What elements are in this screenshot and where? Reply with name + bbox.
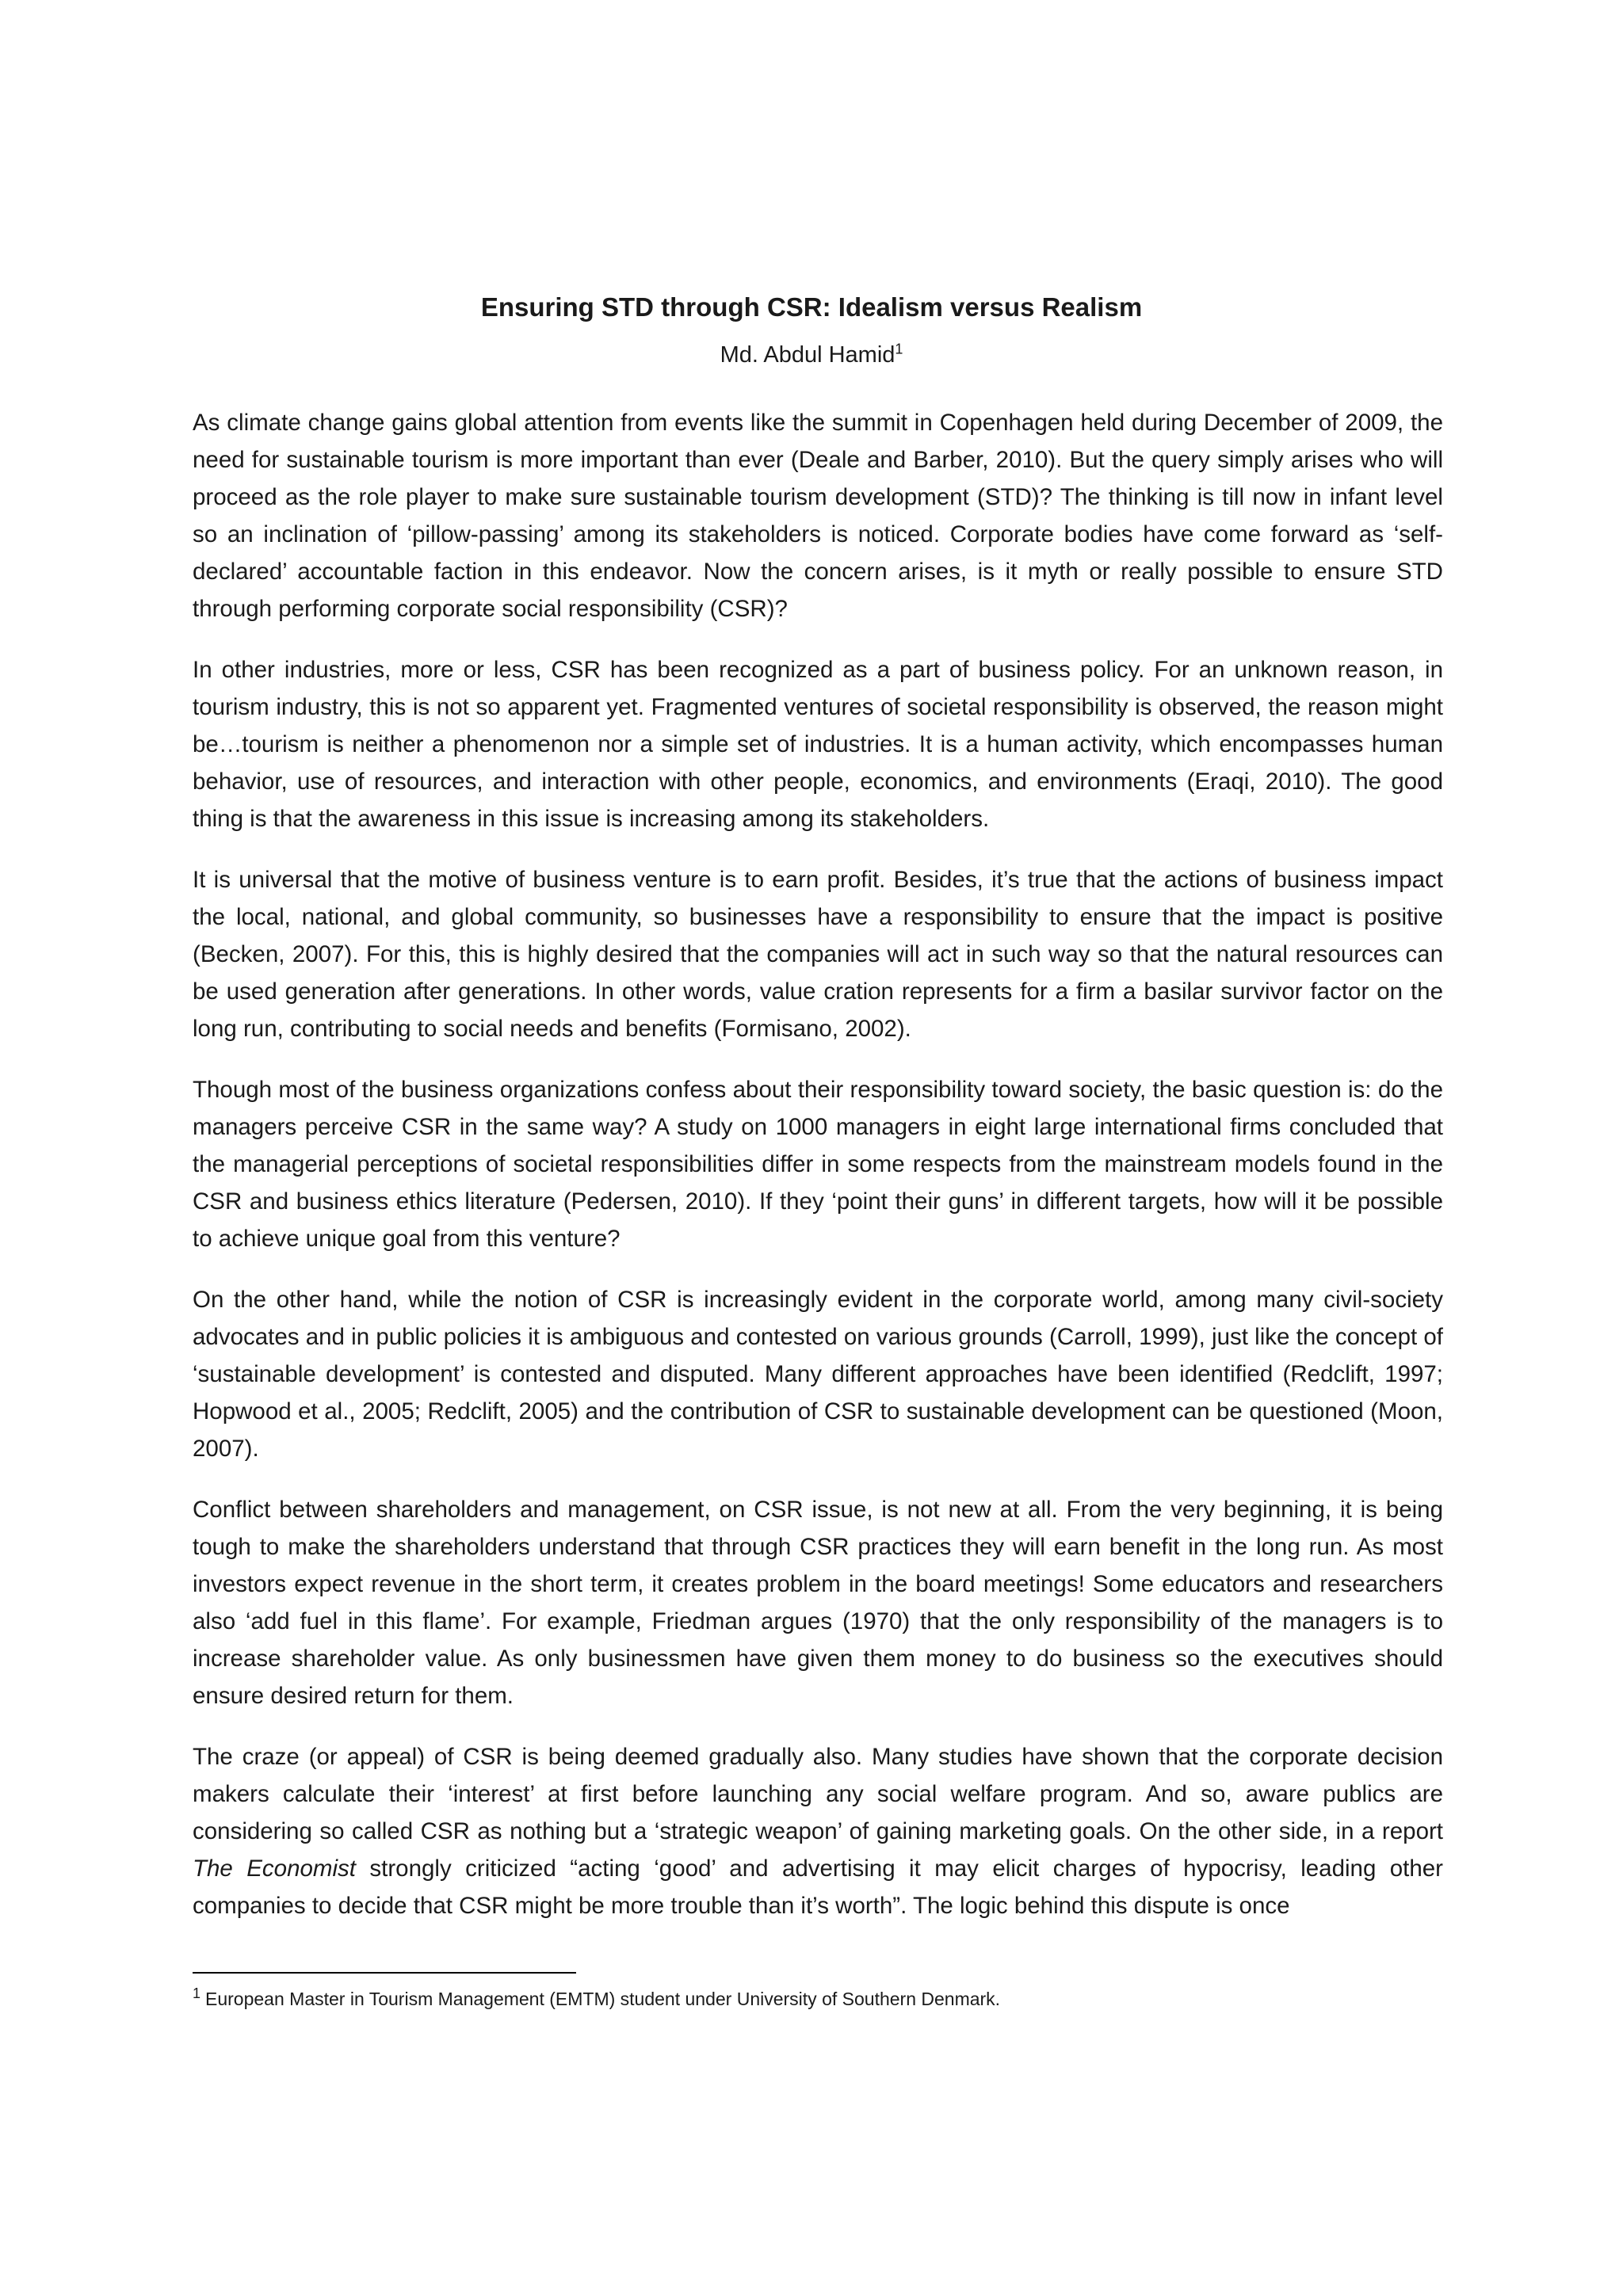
paper-title: Ensuring STD through CSR: Idealism versus Realism xyxy=(480,292,1143,322)
paragraph-7 xyxy=(193,1738,1443,1924)
paragraph-5: On the other hand, while the notion of CSR is increasingly evident in the corporate world, among many civil-society advocates and in public policies it is ambiguous and contested on various grounds (Carroll, 1999), just like the concept of ‘sustainable development’ is contested and disputed. Many different approaches have been identified (Redclift, 1997; Hopwood et al., 2005; Redclift, 2005) and the contribution of CSR to sustainable development can be questioned (Moon, 2007). xyxy=(193,1287,1443,1462)
paragraph-6: Conflict between shareholders and management, on CSR issue, is not new at all. From the very beginning, it is being tough to make the shareholders understand that through CSR practices they will earn benefit in the long run. As most investors expect revenue in the short term, it creates problem in the board meetings! Some educators and researchers also ‘add fuel in this flame’. For example, Friedman argues (1970) that the only responsibility of the managers is to increase shareholder value. As only businessmen have given them money to do business so the executives should ensure desired return for them. xyxy=(193,1497,1443,1709)
footnote-separator xyxy=(193,1972,576,1974)
paragraph-1: As climate change gains global attention from events like the summit in Copenhagen held during December of 2009, the need for sustainable tourism is more important than ever (Deale and Barber, 2010). But the query simply arises who will proceed as the role player to make sure sustainable tourism development (STD)? The thinking is till now in infant level so an inclination of ‘pillow-passing’ among its stakeholders is noticed. Corporate bodies have come forward as ‘self-declared’ accountable faction in this endeavor. Now the concern arises, is it myth or really possible to ensure STD through performing corporate social responsibility (CSR)? xyxy=(193,410,1443,622)
author-line xyxy=(0,339,1623,371)
paragraph-3: It is universal that the motive of business venture is to earn profit. Besides, it’s true that the actions of business impact the local, national, and global community, so businesses have a responsibility to ensure that the impact is positive (Becken, 2007). For this, this is highly desired that the companies will act in such way so that the natural resources can be used generation after generations. In other words, value cration represents for a firm a basilar survivor factor on the long run, contributing to social needs and benefits (Formisano, 2002). xyxy=(193,867,1443,1042)
paragraph-2: In other industries, more or less, CSR has been recognized as a part of business policy. For an unknown reason, in tourism industry, this is not so apparent yet. Fragmented ventures of societal responsibility is observed, the reason might be…tourism is neither a phenomenon nor a simple set of industries. It is a human activity, which encompasses human behavior, use of resources, and interaction with other people, economics, and environments (Eraqi, 2010). The good thing is that the awareness in this issue is increasing among its stakeholders. xyxy=(193,657,1443,832)
paragraph-7-part-2: strongly criticized “acting ‘good’ and advertising it may elicit charges of hypocrisy, leading other companies to decide that CSR might be more trouble than it’s worth”. The logic behind this dispute is once xyxy=(193,1855,1444,1919)
paragraph-4: Though most of the business organizations confess about their responsibility toward society, the basic question is: do the managers perceive CSR in the same way? A study on 1000 managers in eight large international firms concluded that the managerial perceptions of societal responsibilities differ in some respects from the mainstream models found in the CSR and business ethics literature (Pedersen, 2010). If they ‘point their guns’ in different targets, how will it be possible to achieve unique goal from this venture? xyxy=(193,1077,1443,1252)
article-body xyxy=(193,404,1443,1924)
author-name: Md. Abdul Hamid xyxy=(720,342,896,368)
footnote-mark: 1 xyxy=(193,1985,201,2002)
author-footnote-ref[interactable]: 1 xyxy=(895,341,903,357)
paragraph-7-italic-title: The Economist xyxy=(193,1855,356,1882)
paragraph-7-part-1: The craze (or appeal) of CSR is being deemed gradually also. Many studies have shown that the corporate decision makers calculate their ‘interest’ at first before launching any social welfare program. And so, aware publics are considering so called CSR as nothing but a ‘strategic weapon’ of gaining marketing goals. On the other side, in a report xyxy=(193,1744,1443,1844)
footnote xyxy=(193,1985,1443,2012)
footnote-text: European Master in Tourism Management (EMTM) student under University of Southern Denmark. xyxy=(205,1989,1001,2009)
